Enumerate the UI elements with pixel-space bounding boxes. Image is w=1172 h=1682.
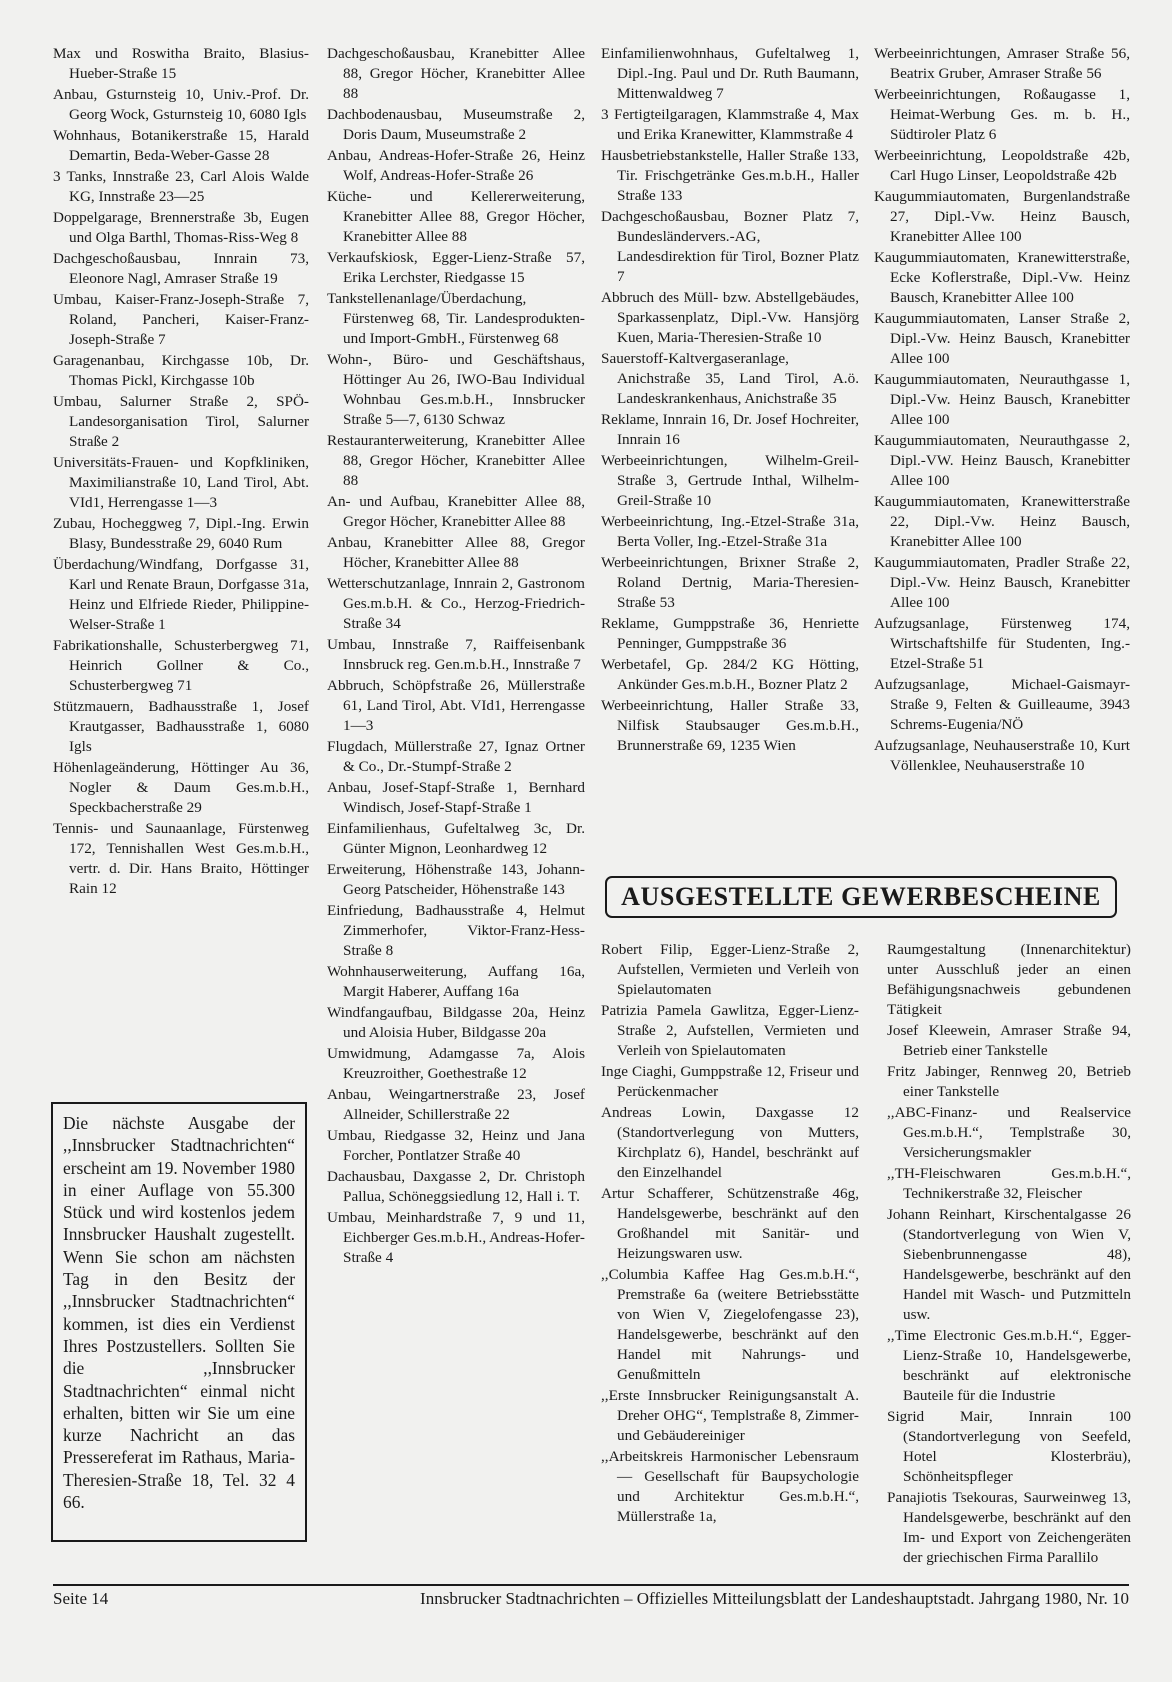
list-item: Johann Reinhart, Kirschentalgasse 26 (Standortverlegung von Wien V, Siebenbrunnengasse 48), Handelsgewerbe, beschränkt auf den Handel mit Wasch- und Putzmitteln usw. [887,1206,1131,1323]
list-item: Tankstellenanlage/Überdachung, Fürstenweg 68, Tir. Landesprodukten- und Import-GmbH., Fürstenweg 68 [327,290,585,347]
list-item: Kaugummiautomaten, Neurauthgasse 2, Dipl.-VW. Heinz Bausch, Kranebitter Allee 100 [874,432,1130,489]
list-item: Dachausbau, Daxgasse 2, Dr. Christoph Pallua, Schöneggsiedlung 12, Hall i. T. [327,1168,585,1205]
permits-column-2 [327,44,585,1269]
list-item: Andreas Lowin, Daxgasse 12 (Standortverlegung von Mutters, Kirchplatz 6), Handel, beschränkt auf den Einzelhandel [601,1104,859,1181]
list-item: Erweiterung, Höhenstraße 143, Johann-Georg Patscheider, Höhenstraße 143 [327,861,585,898]
list-item: Werbeeinrichtung, Haller Straße 33, Nilfisk Staubsauger Ges.m.b.H., Brunnerstraße 69, 1235 Wien [601,697,859,754]
publication-line: Innsbrucker Stadtnachrichten – Offizielles Mitteilungsblatt der Landeshauptstadt. Jahrgang 1980, Nr. 10 [420,1589,1129,1608]
list-item: Höhenlageänderung, Höttinger Au 36, Nogler & Daum Ges.m.b.H., Speckbacherstraße 29 [53,759,309,816]
list-item: Umbau, Kaiser-Franz-Joseph-Straße 7, Roland, Pancheri, Kaiser-Franz-Joseph-Straße 7 [53,291,309,348]
list-item: Kaugummiautomaten, Neurauthgasse 1, Dipl.-Vw. Heinz Bausch, Kranebitter Allee 100 [874,371,1130,428]
section-heading-gewerbescheine: AUSGESTELLTE GEWERBESCHEINE [605,876,1117,918]
list-item: 3 Tanks, Innstraße 23, Carl Alois Walde KG, Innstraße 23—25 [53,168,309,205]
list-item: Wohnhauserweiterung, Auffang 16a, Margit Haberer, Auffang 16a [327,963,585,1000]
list-item: Dachgeschoßausbau, Kranebitter Allee 88, Gregor Höcher, Kranebitter Allee 88 [327,45,585,102]
list-item: Anbau, Kranebitter Allee 88, Gregor Höcher, Kranebitter Allee 88 [327,534,585,571]
list-item: Wohnhaus, Botanikerstraße 15, Harald Demartin, Beda-Weber-Gasse 28 [53,127,309,164]
list-item: Dachbodenausbau, Museumstraße 2, Doris Daum, Museumstraße 2 [327,106,585,143]
list-item: Tennis- und Saunaanlage, Fürstenweg 172, Tennishallen West Ges.m.b.H., vertr. d. Dir. Hans Braito, Höttinger Rain 12 [53,820,309,897]
list-item: Küche- und Kellererweiterung, Kranebitter Allee 88, Gregor Höcher, Kranebitter Allee 88 [327,188,585,245]
list-item: Werbeeinrichtung, Ing.-Etzel-Straße 31a, Berta Voller, Ing.-Etzel-Straße 31a [601,513,859,550]
list-item: ,,Arbeitskreis Harmonischer Lebensraum — Gesellschaft für Baupsychologie und Architektur Ges.m.b.H.“, Müllerstraße 1a, [601,1448,859,1525]
list-item: Kaugummiautomaten, Burgenlandstraße 27, Dipl.-Vw. Heinz Bausch, Kranebitter Allee 100 [874,188,1130,245]
list-item: Josef Kleewein, Amraser Straße 94, Betrieb einer Tankstelle [887,1022,1131,1059]
list-item: Umbau, Innstraße 7, Raiffeisenbank Innsbruck reg. Gen.m.b.H., Innstraße 7 [327,636,585,673]
list-item: Umbau, Meinhardstraße 7, 9 und 11, Eichberger Ges.m.b.H., Andreas-Hofer-Straße 4 [327,1209,585,1266]
list-item: Stützmauern, Badhausstraße 1, Josef Krautgasser, Badhausstraße 1, 6080 Igls [53,698,309,755]
list-item: Werbeeinrichtungen, Roßaugasse 1, Heimat-Werbung Ges. m. b. H., Südtiroler Platz 6 [874,86,1130,143]
list-item: Reklame, Innrain 16, Dr. Josef Hochreiter, Innrain 16 [601,411,859,448]
list-item: Max und Roswitha Braito, Blasius-Hueber-Straße 15 [53,45,309,82]
list-item: Anbau, Weingartnerstraße 23, Josef Allneider, Schillerstraße 22 [327,1086,585,1123]
list-item: Sigrid Mair, Innrain 100 (Standortverlegung von Seefeld, Hotel Klosterbräu), Schönheitspfleger [887,1408,1131,1485]
page-number: Seite 14 [53,1589,109,1608]
list-item: Kaugummiautomaten, Kranewitterstraße, Ecke Koflerstraße, Dipl.-Vw. Heinz Bausch, Kranebitter Allee 100 [874,249,1130,306]
list-item: Robert Filip, Egger-Lienz-Straße 2, Aufstellen, Vermieten und Verleih von Spielautomaten [601,941,859,998]
list-item: Patrizia Pamela Gawlitza, Egger-Lienz-Straße 2, Aufstellen, Vermieten und Verleih von Spielautomaten [601,1002,859,1059]
permits-column-4 [874,44,1130,777]
list-item: Doppelgarage, Brennerstraße 3b, Eugen und Olga Barthl, Thomas-Riss-Weg 8 [53,209,309,246]
footer-divider [53,1584,1129,1586]
list-item: Fritz Jabinger, Rennweg 20, Betrieb einer Tankstelle [887,1063,1131,1100]
list-item: Werbetafel, Gp. 284/2 KG Hötting, Ankünder Ges.m.b.H., Bozner Platz 2 [601,656,859,693]
list-item: Anbau, Andreas-Hofer-Straße 26, Heinz Wolf, Andreas-Hofer-Straße 26 [327,147,585,184]
list-item: Aufzugsanlage, Neuhauserstraße 10, Kurt Völlenklee, Neuhauserstraße 10 [874,737,1130,774]
permits-column-3 [601,44,859,757]
list-item: Garagenanbau, Kirchgasse 10b, Dr. Thomas Pickl, Kirchgasse 10b [53,352,309,389]
list-item: Dachgeschoßausbau, Innrain 73, Eleonore Nagl, Amraser Straße 19 [53,250,309,287]
page-footer [53,1588,1129,1610]
list-item: Restauranterweiterung, Kranebitter Allee 88, Gregor Höcher, Kranebitter Allee 88 [327,432,585,489]
list-item: Verkaufskiosk, Egger-Lienz-Straße 57, Erika Lerchster, Riedgasse 15 [327,249,585,286]
gewerbe-column-left [601,940,859,1528]
list-item: Anbau, Josef-Stapf-Straße 1, Bernhard Windisch, Josef-Stapf-Straße 1 [327,779,585,816]
list-item: Inge Ciaghi, Gumppstraße 12, Friseur und Perückenmacher [601,1063,859,1100]
list-item: Kaugummiautomaten, Lanser Straße 2, Dipl.-Vw. Heinz Bausch, Kranebitter Allee 100 [874,310,1130,367]
list-item: Überdachung/Windfang, Dorfgasse 31, Karl und Renate Braun, Dorfgasse 31a, Heinz und Elfriede Rieder, Philippine-Welser-Straße 1 [53,556,309,633]
list-item: ,,Columbia Kaffee Hag Ges.m.b.H.“, Premstraße 6a (weitere Betriebsstätte von Wien V, Ziegelofengasse 23), Handelsgewerbe, beschränkt auf den Handel mit Nahrungs- und Genußmitteln [601,1266,859,1383]
list-item: ,,ABC-Finanz- und Realservice Ges.m.b.H.“, Templstraße 30, Versicherungsmakler [887,1104,1131,1161]
list-item: Werbeeinrichtungen, Brixner Straße 2, Roland Dertnig, Maria-Theresien-Straße 53 [601,554,859,611]
list-item: Werbeeinrichtungen, Amraser Straße 56, Beatrix Gruber, Amraser Straße 56 [874,45,1130,82]
next-issue-notice: Die nächste Ausgabe der ,,Innsbrucker Stadtnachrichten“ erscheint am 19. November 1980 in einer Auflage von 55.300 Stück und wird kostenlos jedem Innsbrucker Haushalt zugestellt. Wenn Sie schon am nächsten Tag in den Besitz der ,,Innsbrucker Stadtnachrichten“ kommen, ist dies ein Verdienst Ihres Postzustellers. Sollten Sie die ,,Innsbrucker Stadtnachrichten“ einmal nicht erhalten, bitten wir Sie um eine kurze Nachricht an das Pressereferat im Rathaus, Maria-Theresien-Straße 18, Tel. 32 4 66. [51,1102,307,1542]
list-item: Artur Schafferer, Schützenstraße 46g, Handelsgewerbe, beschränkt auf den Großhandel mit Sanitär- und Heizungswaren usw. [601,1185,859,1262]
list-item: Zubau, Hocheggweg 7, Dipl.-Ing. Erwin Blasy, Bundesstraße 29, 6040 Rum [53,515,309,552]
list-item: An- und Aufbau, Kranebitter Allee 88, Gregor Höcher, Kranebitter Allee 88 [327,493,585,530]
list-item: ,,Time Electronic Ges.m.b.H.“, Egger-Lienz-Straße 10, Handelsgewerbe, beschränkt auf elektronische Bauteile für die Industrie [887,1327,1131,1404]
gewerbe-column-right [887,940,1131,1569]
list-item: Einfamilienhaus, Gufeltalweg 3c, Dr. Günter Mignon, Leonhardweg 12 [327,820,585,857]
list-item: Aufzugsanlage, Fürstenweg 174, Wirtschaftshilfe für Studenten, Ing.-Etzel-Straße 51 [874,615,1130,672]
list-item: Kaugummiautomaten, Pradler Straße 22, Dipl.-Vw. Heinz Bausch, Kranebitter Allee 100 [874,554,1130,611]
list-item: Abbruch, Schöpfstraße 26, Müllerstraße 61, Land Tirol, Abt. VId1, Herrengasse 1—3 [327,677,585,734]
list-item: ,,Erste Innsbrucker Reinigungsanstalt A. Dreher OHG“, Templstraße 8, Zimmer- und Gebäudereiniger [601,1387,859,1444]
list-item: Reklame, Gumppstraße 36, Henriette Penninger, Gumppstraße 36 [601,615,859,652]
list-item: Wohn-, Büro- und Geschäftshaus, Höttinger Au 26, IWO-Bau Individual Wohnbau Ges.m.b.H., Innsbrucker Straße 5—7, 6130 Schwaz [327,351,585,428]
list-item: Sauerstoff-Kaltvergaseranlage, Anichstraße 35, Land Tirol, A.ö. Landeskrankenhaus, Anichstraße 35 [601,350,859,407]
list-item: Aufzugsanlage, Michael-Gaismayr-Straße 9, Felten & Guilleaume, 3943 Schrems-Eugenia/NÖ [874,676,1130,733]
list-item: Abbruch des Müll- bzw. Abstellgebäudes, Sparkassenplatz, Dipl.-Vw. Hansjörg Kuen, Maria-Theresien-Straße 10 [601,289,859,346]
list-item: Panajiotis Tsekouras, Saurweinweg 13, Handelsgewerbe, beschränkt auf den Im- und Export von Zeichengeräten der griechischen Firma Parallilo [887,1489,1131,1566]
list-item: 3 Fertigteilgaragen, Klammstraße 4, Max und Erika Kranewitter, Klammstraße 4 [601,106,859,143]
list-item: Einfriedung, Badhausstraße 4, Helmut Zimmerhofer, Viktor-Franz-Hess-Straße 8 [327,902,585,959]
list-item: Dachgeschoßausbau, Bozner Platz 7, Bundesländervers.-AG, Landesdirektion für Tirol, Bozner Platz 7 [601,208,859,285]
list-item: Umwidmung, Adamgasse 7a, Alois Kreuzroither, Goethestraße 12 [327,1045,585,1082]
list-item: Fabrikationshalle, Schusterbergweg 71, Heinrich Gollner & Co., Schusterbergweg 71 [53,637,309,694]
list-item: Kaugummiautomaten, Kranewitterstraße 22, Dipl.-Vw. Heinz Bausch, Kranebitter Allee 100 [874,493,1130,550]
list-item: Universitäts-Frauen- und Kopfkliniken, Maximilianstraße 10, Land Tirol, Abt. VId1, Herrengasse 1—3 [53,454,309,511]
permits-column-1 [53,44,309,900]
list-item: ,,TH-Fleischwaren Ges.m.b.H.“, Technikerstraße 32, Fleischer [887,1165,1131,1202]
list-item: Windfangaufbau, Bildgasse 20a, Heinz und Aloisia Huber, Bildgasse 20a [327,1004,585,1041]
list-item: Hausbetriebstankstelle, Haller Straße 133, Tir. Frischgetränke Ges.m.b.H., Haller Straße 133 [601,147,859,204]
list-item: Anbau, Gsturnsteig 10, Univ.-Prof. Dr. Georg Wock, Gsturnsteig 10, 6080 Igls [53,86,309,123]
list-item: Einfamilienwohnhaus, Gufeltalweg 1, Dipl.-Ing. Paul und Dr. Ruth Baumann, Mittenwaldweg 7 [601,45,859,102]
list-item: Umbau, Salurner Straße 2, SPÖ-Landesorganisation Tirol, Salurner Straße 2 [53,393,309,450]
list-item: Werbeeinrichtung, Leopoldstraße 42b, Carl Hugo Linser, Leopoldstraße 42b [874,147,1130,184]
list-item: Flugdach, Müllerstraße 27, Ignaz Ortner & Co., Dr.-Stumpf-Straße 2 [327,738,585,775]
list-item: Werbeeinrichtungen, Wilhelm-Greil-Straße 3, Gertrude Inthal, Wilhelm-Greil-Straße 10 [601,452,859,509]
list-item: Wetterschutzanlage, Innrain 2, Gastronom Ges.m.b.H. & Co., Herzog-Friedrich-Straße 34 [327,575,585,632]
list-item: Umbau, Riedgasse 32, Heinz und Jana Forcher, Pontlatzer Straße 40 [327,1127,585,1164]
list-item: Raumgestaltung (Innenarchitektur) unter Ausschluß jeder an einen Befähigungsnachweis gebundenen Tätigkeit [887,941,1131,1018]
